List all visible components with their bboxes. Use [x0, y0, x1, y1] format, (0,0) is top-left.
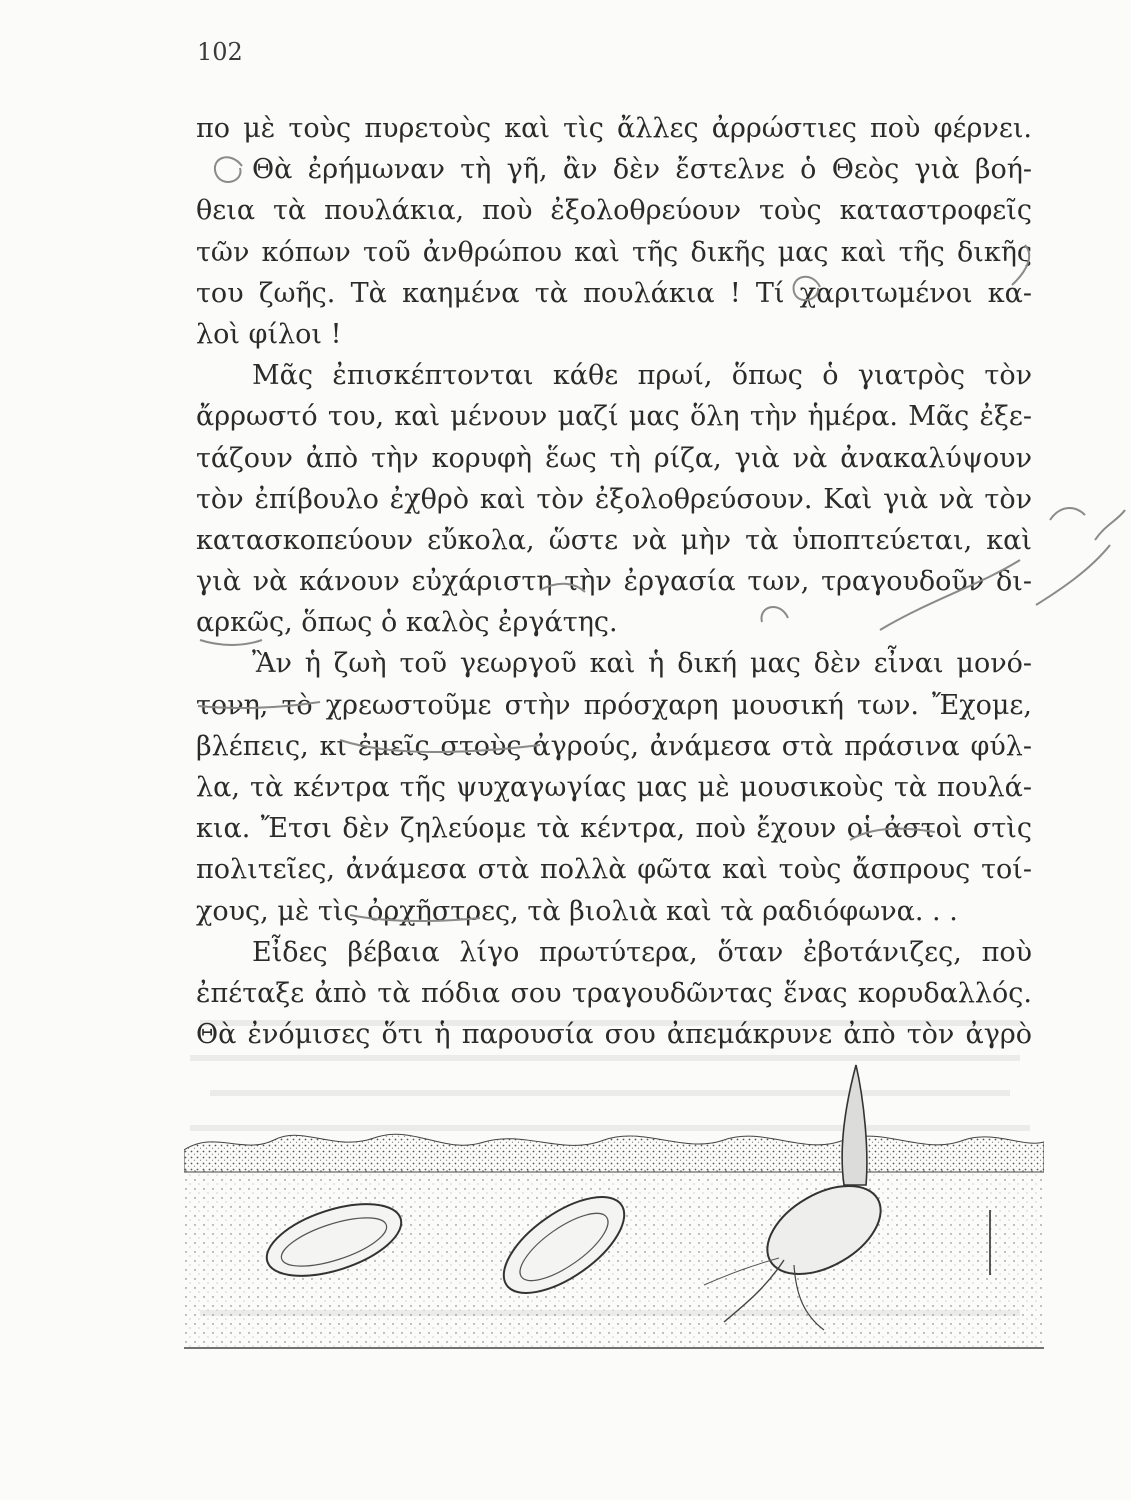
text-line: πολιτεῖες, ἀνάμεσα στὰ πολλὰ φῶτα καὶ τοὺς ἄσπρους τοί-	[196, 854, 1032, 886]
grass-edge	[184, 1134, 1044, 1172]
text-line: αρκῶς, ὅπως ὁ καλὸς ἐργάτης.	[196, 607, 618, 639]
text-line: τὸν ἐπίβουλο ἐχθρὸ καὶ τὸν ἐξολοθρεύσουν. Καὶ γιὰ νὰ τὸν	[196, 483, 1032, 515]
text-line: Θὰ ἐνόμισες ὅτι ἡ παρουσία σου ἀπεμάκρυνε ἀπὸ τὸν ἀγρὸ	[196, 1019, 1032, 1051]
text-line: χους, μὲ τὶς ὀρχῆστρες, τὰ βιολιὰ καὶ τὰ ραδιόφωνα. . .	[196, 895, 958, 927]
text-line: λα, τὰ κέντρα τῆς ψυχαγωγίας μας μὲ μουσικοὺς τὰ πουλά-	[196, 772, 1032, 803]
text-line: γιὰ νὰ κάνουν εὐχάριστη τὴν ἐργασία των, τραγουδοῦν δι-	[196, 566, 1032, 598]
text-line: Ἂν ἡ ζωὴ τοῦ γεωργοῦ καὶ ἡ δική μας δὲν εἶναι μονό-	[252, 648, 1032, 680]
text-line: κια. Ἔτσι δὲν ζηλεύομε τὰ κέντρα, ποὺ ἔχουν οἱ ἀστοὶ στὶς	[196, 813, 1032, 845]
text-line: τονη, τὸ χρεωστοῦμε στὴν πρόσχαρη μουσική των. Ἔχομε,	[196, 689, 1032, 721]
text-line: τῶν κόπων τοῦ ἀνθρώπου καὶ τῆς δικῆς μας καὶ τῆς δικῆς	[196, 236, 1032, 268]
text-line: θεια τὰ πουλάκια, ποὺ ἐξολοθρεύουν τοὺς καταστροφεῖς	[196, 195, 1032, 227]
text-line: λοὶ φίλοι !	[196, 318, 342, 350]
text-line: πο μὲ τοὺς πυρετοὺς καὶ τὶς ἄλλες ἀρρώστιες ποὺ φέρνει.	[196, 113, 1032, 144]
page-number: 102	[197, 38, 243, 66]
body-text	[196, 108, 1032, 1055]
text-line: ἄρρωστό του, καὶ μένουν μαζί μας ὅλη τὴν ἡμέρα. Μᾶς ἐξε-	[196, 401, 1032, 433]
text-line: βλέπεις, κι ἐμεῖς στοὺς ἀγρούς, ἀνάμεσα στὰ πράσινα φύλ-	[196, 730, 1032, 762]
text-line: του ζωῆς. Τὰ καημένα τὰ πουλάκια ! Τί χαριτωμένοι κα-	[196, 277, 1032, 309]
text-line: τάζουν ἀπὸ τὴν κορυφὴ ἕως τὴ ρίζα, γιὰ νὰ ἀνακαλύψουν	[196, 442, 1032, 474]
text-line: κατασκοπεύουν εὔκολα, ὥστε νὰ μὴν τὰ ὑποπτεύεται, καὶ	[196, 524, 1032, 556]
field-illustration	[184, 1060, 1044, 1350]
text-line: ἐπέταξε ἀπὸ τὰ πόδια σου τραγουδῶντας ἕνας κορυδαλλός.	[196, 977, 1032, 1009]
text-line: Μᾶς ἐπισκέπτονται κάθε πρωί, ὅπως ὁ γιατρὸς τὸν	[252, 360, 1032, 392]
text-line: Θὰ ἐρήμωναν τὴ γῆ, ἂν δὲν ἔστελνε ὁ Θεὸς γιὰ βοή-	[252, 154, 1032, 186]
text-line: Εἶδες βέβαια λίγο πρωτύτερα, ὅταν ἐβοτάνιζες, ποὺ	[252, 936, 1032, 968]
